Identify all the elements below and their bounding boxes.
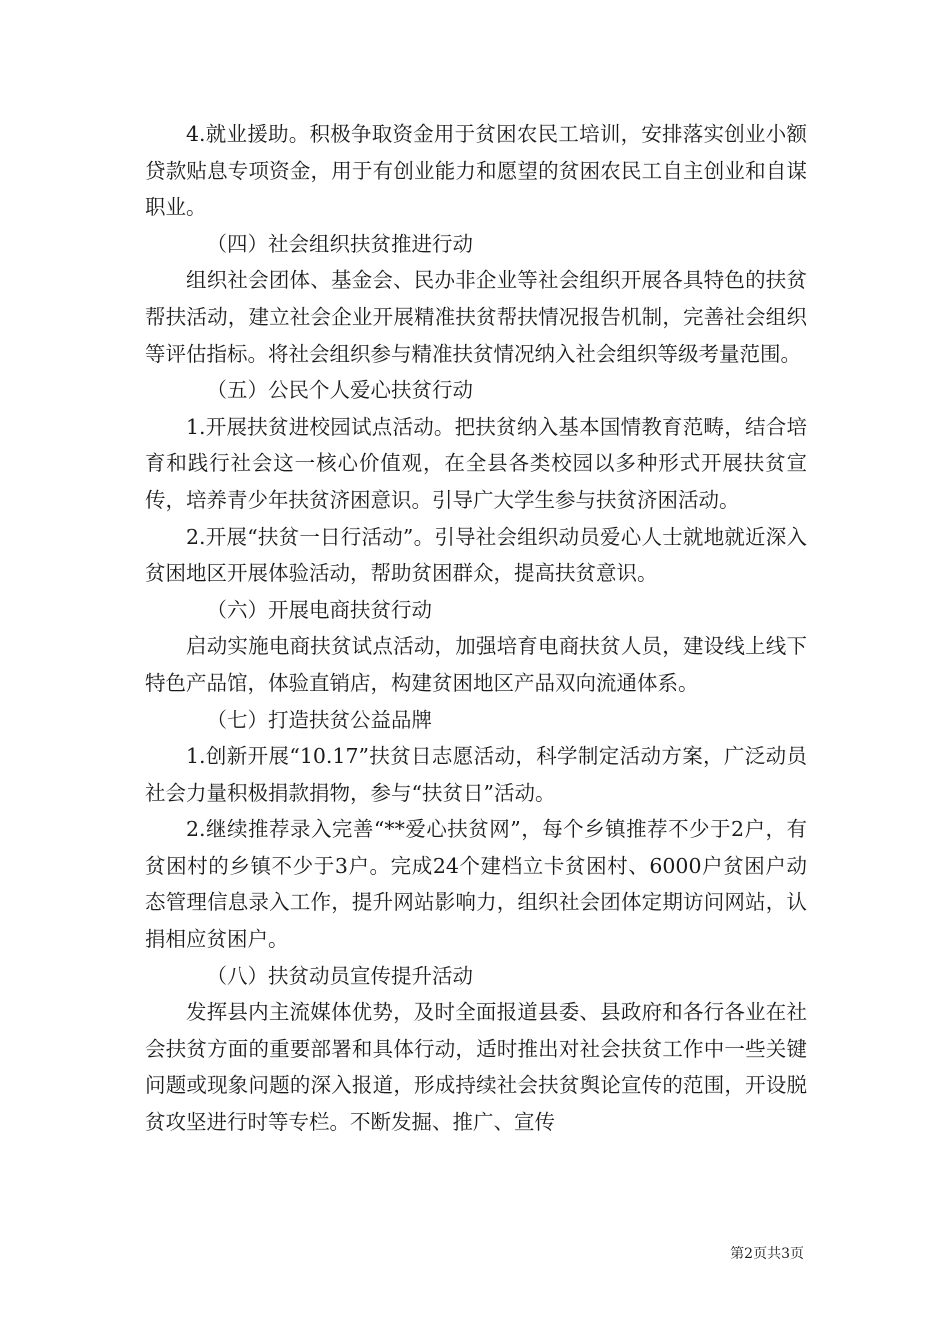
section-heading-7: （七）打造扶贫公益品牌: [206, 707, 432, 732]
paragraph-employment-aid: 4.就业援助。积极争取资金用于贫困农民工培训，安排落实创业小额贷款贴息专项资金，用于有创业能力和愿望的贫困农民工自主创业和自谋职业。: [145, 122, 807, 220]
section-heading-5: （五）公民个人爱心扶贫行动: [206, 378, 473, 403]
section-heading-4: （四）社会组织扶贫推进行动: [206, 231, 473, 256]
paragraph-one-day-activity: 2.开展“扶贫一日行活动”。引导社会组织动员爱心人士就地就近深入贫困地区开展体验活动，帮助贫困群众，提高扶贫意识。: [145, 524, 807, 586]
paragraph-campus-pilot: 1.开展扶贫进校园试点活动。把扶贫纳入基本国情教育范畴，结合培育和践行社会这一核心价值观，在全县各类校园以多种形式开展扶贫宣传，培养青少年扶贫济困意识。引导广大学生参与扶贫济困活动。: [145, 414, 807, 512]
paragraph-media-publicity: 发挥县内主流媒体优势，及时全面报道县委、县政府和各行各业在社会扶贫方面的重要部署和具体行动，适时推出对社会扶贫工作中一些关键问题或现象问题的深入报道，形成持续社会扶贫舆论宣传的范围，开设脱贫攻坚进行时等专栏。不断发掘、推广、宣传: [145, 1000, 807, 1135]
section-heading-8: （八）扶贫动员宣传提升活动: [206, 963, 473, 988]
paragraph-social-org: 组织社会团体、基金会、民办非企业等社会组织开展各具特色的扶贫帮扶活动，建立社会企业开展精准扶贫帮扶情况报告机制，完善社会组织等评估指标。将社会组织参与精准扶贫情况纳入社会组织等级考量范围。: [145, 268, 807, 366]
paragraph-poverty-day: 1.创新开展“10.17”扶贫日志愿活动，科学制定活动方案，广泛动员社会力量积极捐款捐物，参与“扶贫日”活动。: [145, 744, 807, 805]
paragraph-ecommerce: 启动实施电商扶贫试点活动，加强培育电商扶贫人员，建设线上线下特色产品馆，体验直销店，构建贫困地区产品双向流通体系。: [145, 634, 807, 695]
document-body: [145, 116, 807, 1141]
page-number: 第2页共3页: [730, 1246, 804, 1262]
section-heading-6: （六）开展电商扶贫行动: [206, 597, 432, 622]
paragraph-charity-website: 2.继续推荐录入完善“**爱心扶贫网”，每个乡镇推荐不少于2户，有贫困村的乡镇不少于3户。完成24个建档立卡贫困村、6000户贫困户动态管理信息录入工作，提升网站影响力，组织社会团体定期访问网站，认捐相应贫困户。: [145, 817, 807, 952]
